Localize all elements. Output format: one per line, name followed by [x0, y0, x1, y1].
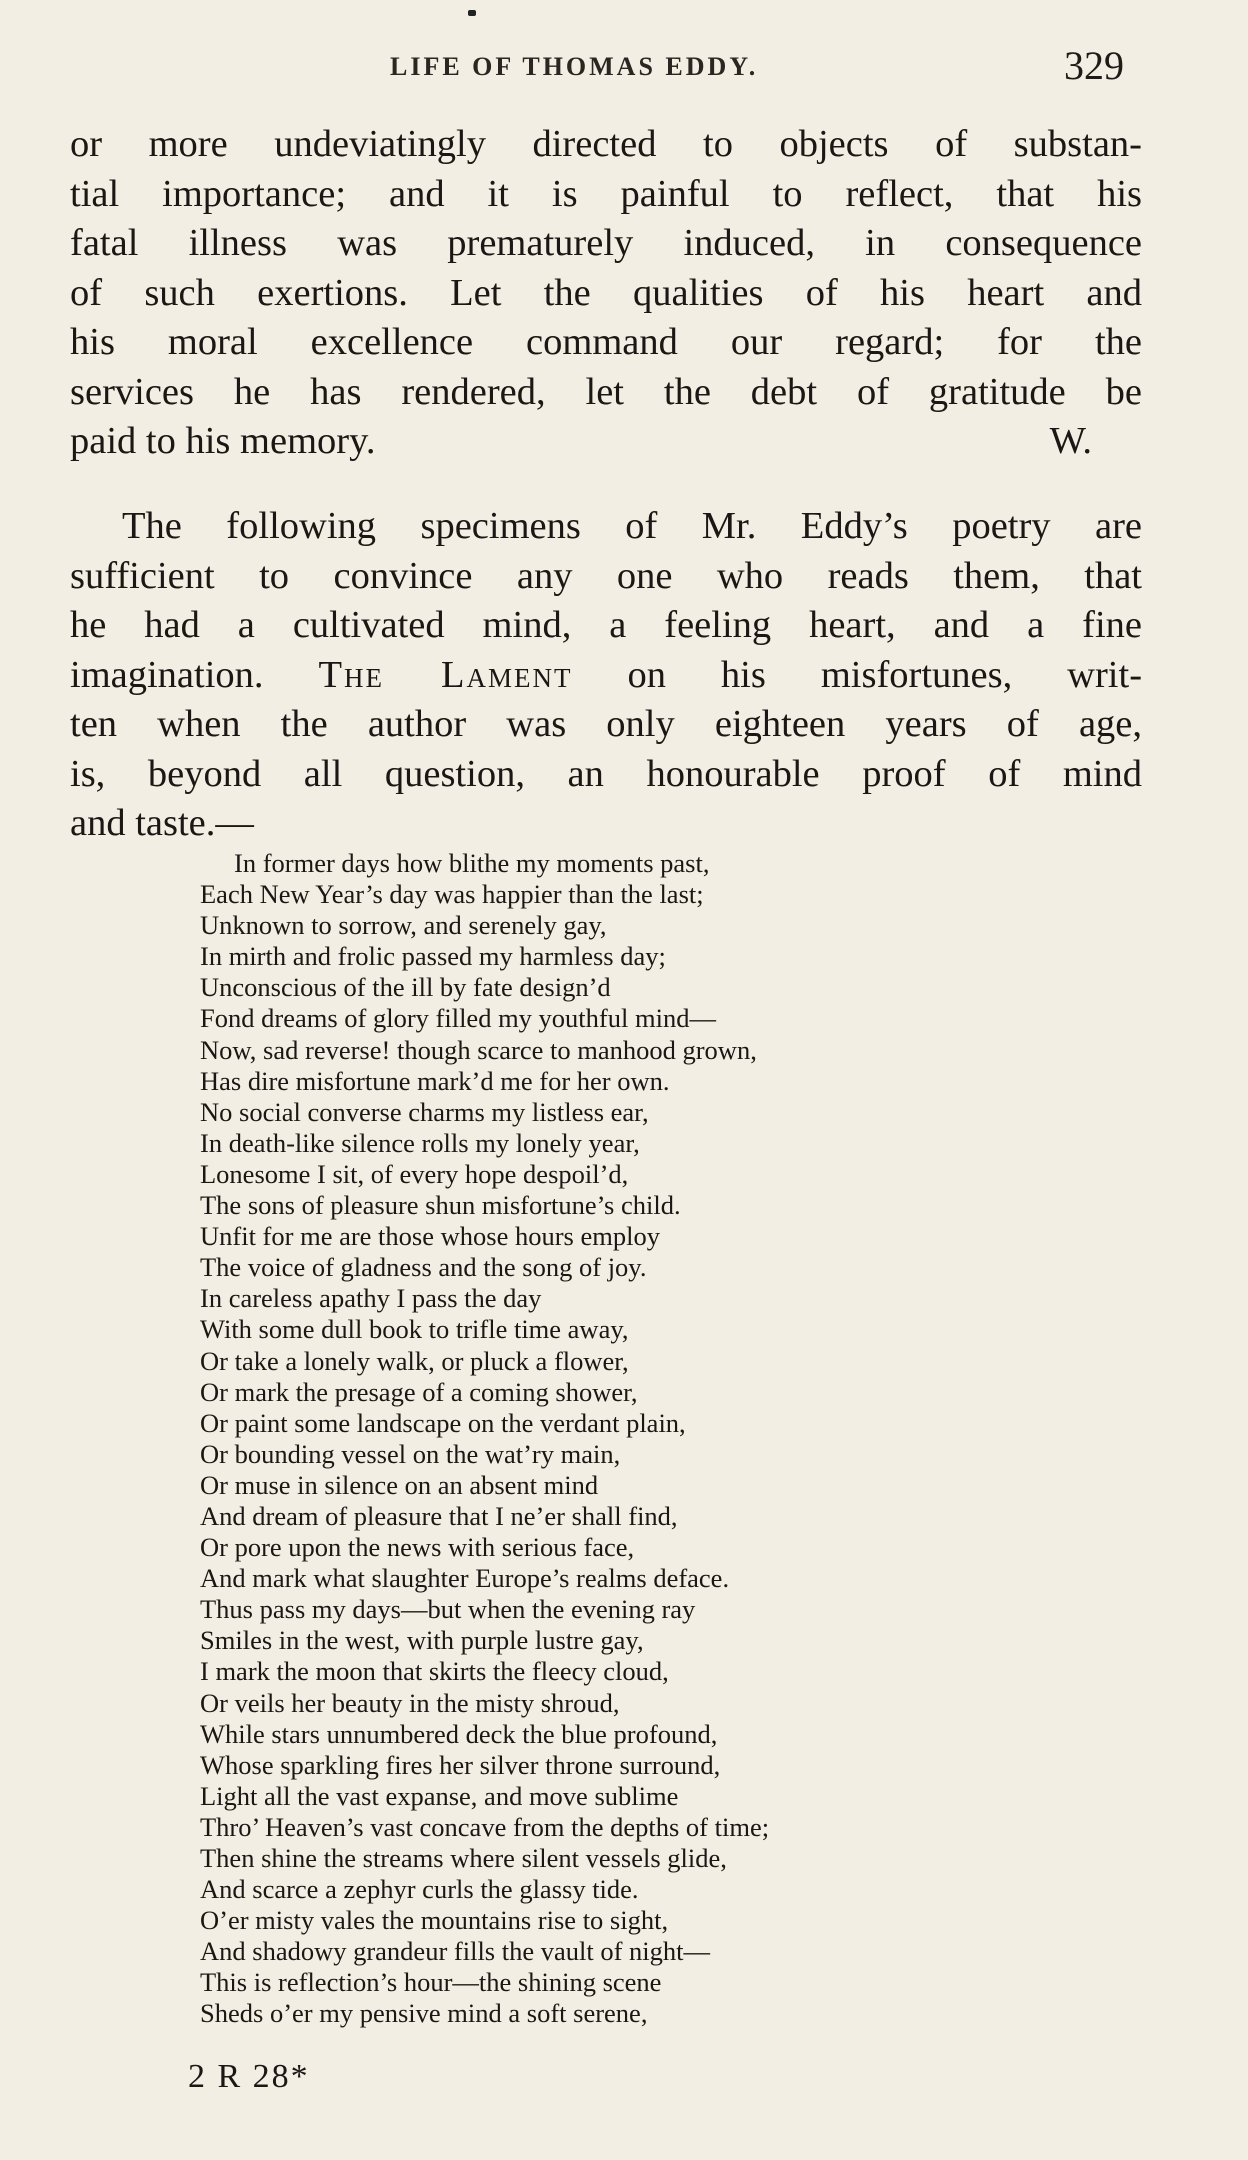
page-number: 329 [1064, 43, 1124, 88]
poem-line: Whose sparkling fires her silver throne surround, [200, 1749, 721, 1780]
poem-line: Has dire misfortune mark’d me for her own. [200, 1065, 670, 1096]
poem-line: Or veils her beauty in the misty shroud, [200, 1687, 620, 1718]
poem-line: Or mark the presage of a coming shower, [200, 1376, 638, 1407]
poem-title-reference: The Lament [318, 653, 573, 696]
running-title: LIFE OF THOMAS EDDY. [390, 52, 759, 81]
poem-line: Lonesome I sit, of every hope despoil’d, [200, 1158, 629, 1189]
poem-line: Thro’ Heaven’s vast concave from the depths of time; [200, 1811, 770, 1842]
poem-line: With some dull book to trifle time away, [200, 1314, 629, 1345]
text-line: fatal illness was prematurely induced, in consequence [70, 222, 1142, 264]
poem-line: Sheds o’er my pensive mind a soft serene, [200, 1998, 648, 2029]
text-line: services he has rendered, let the debt of gratitude be [70, 370, 1142, 413]
text-line: he had a cultivated mind, a feeling heart, and a fine [70, 604, 1142, 646]
text-segment: on his misfortunes, writ- [627, 653, 1143, 696]
text-line-final [70, 417, 1142, 467]
poem-line: In former days how blithe my moments past, [234, 848, 710, 878]
text-line: tial importance; and it is painful to reflect, that his [70, 172, 1142, 215]
poem-line: And dream of pleasure that I ne’er shall find, [200, 1500, 678, 1531]
text-line: and taste.— [70, 802, 254, 844]
poem-line: In careless apathy I pass the day [200, 1283, 542, 1314]
poem-line: And mark what slaughter Europe’s realms deface. [200, 1563, 730, 1594]
poem-line: Or take a lonely walk, or pluck a flower, [200, 1345, 629, 1376]
poem-line: The sons of pleasure shun misfortune’s child. [200, 1190, 681, 1221]
poem-the-lament [200, 848, 769, 2030]
poem-line: Smiles in the west, with purple lustre gay, [200, 1625, 644, 1656]
text-line: his moral excellence command our regard; for the [70, 321, 1142, 363]
poem-line: And scarce a zephyr curls the glassy tide. [200, 1874, 639, 1905]
ink-speck [468, 10, 476, 16]
poem-line: In mirth and frolic passed my harmless day; [200, 941, 666, 972]
text-line: is, beyond all question, an honourable proof of mind [70, 752, 1142, 795]
intro-paragraph [70, 502, 1142, 849]
text-line: of such exertions. Let the qualities of his heart and [70, 271, 1142, 314]
poem-line: Unknown to sorrow, and serenely gay, [200, 910, 607, 941]
poem-line: Or pore upon the news with serious face, [200, 1532, 635, 1563]
poem-line: In death-like silence rolls my lonely year, [200, 1127, 640, 1158]
poem-line: Each New Year’s day was happier than the last; [200, 879, 704, 910]
text-line: or more undeviatingly directed to objects of substan- [70, 123, 1142, 165]
poem-line: Or bounding vessel on the wat’ry main, [200, 1438, 621, 1469]
poem-line: Unconscious of the ill by fate design’d [200, 972, 611, 1003]
text-line: sufficient to convince any one who reads them, that [70, 554, 1142, 597]
text-line: The following specimens of Mr. Eddy’s poetry are [122, 505, 1142, 547]
poem-line: And shadowy grandeur fills the vault of night— [200, 1936, 711, 1967]
poem-line: I mark the moon that skirts the fleecy cloud, [200, 1656, 669, 1687]
poem-line: O’er misty vales the mountains rise to sight, [200, 1905, 669, 1936]
poem-line: Thus pass my days—but when the evening ray [200, 1594, 696, 1625]
poem-line: Light all the vast expanse, and move sublime [200, 1780, 679, 1811]
text-segment: imagination. [70, 653, 264, 696]
poem-line: Then shine the streams where silent vessels glide, [200, 1843, 727, 1873]
author-signature: W. [1049, 420, 1092, 462]
poem-line: Or paint some landscape on the verdant plain, [200, 1407, 686, 1438]
poem-line: Or muse in silence on an absent mind [200, 1469, 599, 1500]
poem-line: Unfit for me are those whose hours employ [200, 1221, 660, 1252]
poem-line: Now, sad reverse! though scarce to manhood grown, [200, 1034, 757, 1065]
poem-line: No social converse charms my listless ear, [200, 1096, 649, 1127]
text-line: ten when the author was only eighteen years of age, [70, 703, 1142, 745]
text-line-with-title [70, 651, 1142, 701]
text-line-content: paid to his memory. [70, 420, 376, 462]
poem-line: This is reflection’s hour—the shining scene [200, 1967, 662, 1998]
printer-signature-mark: 2 R 28* [188, 2058, 310, 2095]
poem-line: Fond dreams of glory filled my youthful mind— [200, 1003, 716, 1034]
poem-line: While stars unnumbered deck the blue profound, [200, 1718, 718, 1749]
poem-line: The voice of gladness and the song of joy. [200, 1252, 647, 1283]
closing-paragraph [70, 120, 1142, 467]
